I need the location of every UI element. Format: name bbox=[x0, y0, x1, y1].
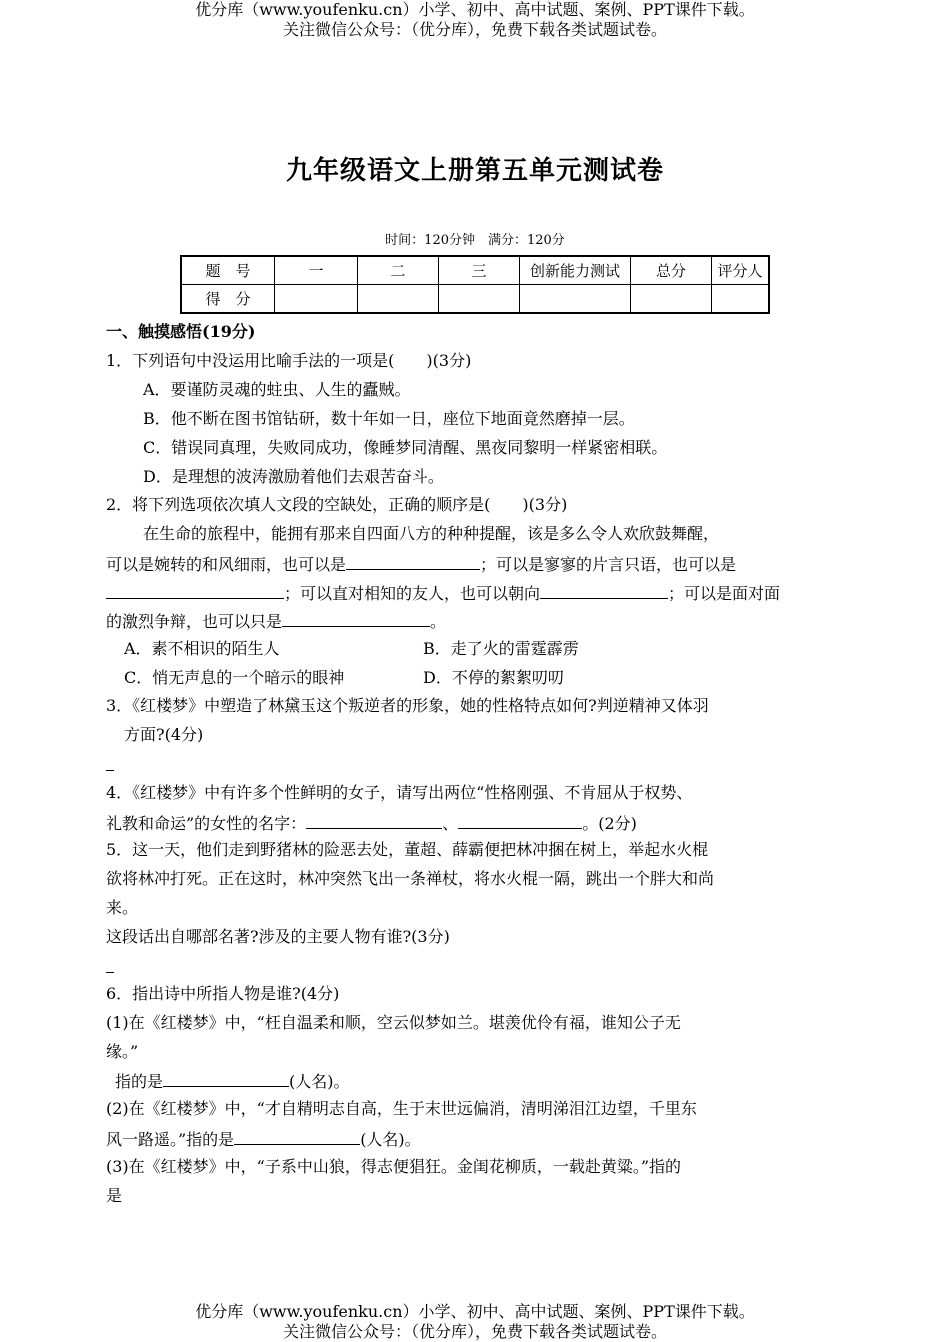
score-table-score-row bbox=[181, 285, 769, 314]
page-title: 九年级语文上册第五单元测试卷 bbox=[285, 156, 664, 186]
header-line-1: 优分库（www.youfenku.cn）小学、初中、高中试题、案例、PPT课件下载。 bbox=[195, 0, 755, 19]
header-cell: 一 bbox=[275, 256, 358, 285]
paragraph-text: 。 bbox=[430, 612, 447, 631]
question-5-line-2: 欲将林冲打死。正在这时，林冲突然飞出一条禅杖，将水火棍一隔，跳出一个胖大和尚 bbox=[106, 869, 715, 888]
paragraph-text: ；可以直对相知的友人，也可以朝向 bbox=[284, 584, 541, 603]
question-3-line-2: 方面?(4分) bbox=[124, 725, 204, 744]
question-2-paragraph-line-4 bbox=[106, 610, 446, 632]
question-1-option-c: C．错误同真理，失败同成功，像睡梦同清醒、黑夜同黎明一样紧密相联。 bbox=[143, 438, 668, 457]
question-6-part-1-line-1: (1)在《红楼梦》中，“枉自温柔和顺，空云似梦如兰。堪羡优伶有福，谁知公子无 bbox=[106, 1013, 681, 1032]
score-cell[interactable] bbox=[520, 285, 631, 314]
score-cell[interactable] bbox=[439, 285, 520, 314]
answer-line[interactable] bbox=[106, 972, 114, 973]
paragraph-text: ；可以是面对面 bbox=[668, 584, 781, 603]
question-2-option-b: B．走了火的雷霆霹雳 bbox=[423, 639, 579, 658]
question-2-stem: 2．将下列选项依次填人文段的空缺处，正确的顺序是( )(3分) bbox=[106, 495, 568, 514]
paragraph-text: 可以是婉转的和风细雨，也可以是 bbox=[106, 555, 347, 574]
score-table bbox=[180, 255, 770, 314]
question-2-paragraph-line-3 bbox=[106, 582, 780, 604]
question-text: (人名)。 bbox=[360, 1130, 421, 1149]
paragraph-text: 的激烈争辩，也可以只是 bbox=[106, 612, 283, 631]
fill-blank[interactable] bbox=[306, 812, 442, 829]
header-cell: 总分 bbox=[631, 256, 712, 285]
question-text: 、 bbox=[442, 814, 459, 833]
question-5-line-4: 这段话出自哪部名著?涉及的主要人物有谁?(3分) bbox=[106, 927, 450, 946]
question-2-option-a: A．素不相识的陌生人 bbox=[124, 639, 280, 658]
question-2-option-c: C．悄无声息的一个暗示的眼神 bbox=[124, 668, 345, 687]
fill-blank[interactable] bbox=[540, 582, 668, 599]
question-5-line-1: 5．这一天，他们走到野猪林的险恶去处，董超、薛霸便把林冲捆在树上，举起水火棍 bbox=[106, 840, 709, 859]
fill-blank[interactable] bbox=[163, 1070, 289, 1087]
answer-line[interactable] bbox=[106, 770, 114, 771]
score-cell[interactable] bbox=[358, 285, 439, 314]
footer-line-1: 优分库（www.youfenku.cn）小学、初中、高中试题、案例、PPT课件下载。 bbox=[195, 1302, 755, 1321]
fill-blank[interactable] bbox=[106, 582, 284, 599]
question-2-option-d: D．不停的絮絮叨叨 bbox=[423, 668, 564, 687]
question-4-line-1: 4．《红楼梦》中有许多个性鲜明的女子，请写出两位“性格刚强、不肯屈从于权势、 bbox=[106, 783, 693, 802]
header-cell: 二 bbox=[358, 256, 439, 285]
question-6-stem: 6．指出诗中所指人物是谁?(4分) bbox=[106, 984, 340, 1003]
fill-blank[interactable] bbox=[234, 1128, 360, 1145]
header-cell: 创新能力测试 bbox=[520, 256, 631, 285]
question-2-paragraph-line-1: 在生命的旅程中，能拥有那来自四面八方的种种提醒，该是多么令人欢欣鼓舞醒， bbox=[143, 524, 720, 543]
score-cell[interactable] bbox=[275, 285, 358, 314]
question-text: (人名)。 bbox=[289, 1072, 350, 1091]
question-6-part-2-line-2 bbox=[106, 1128, 421, 1150]
footer-line-2: 关注微信公众号：（优分库），免费下载各类试题试卷。 bbox=[282, 1322, 667, 1341]
header-cell: 题 号 bbox=[181, 256, 275, 285]
question-text: 指的是 bbox=[115, 1072, 164, 1091]
score-cell[interactable] bbox=[712, 285, 770, 314]
fill-blank[interactable] bbox=[346, 553, 480, 570]
question-text: 。(2分) bbox=[582, 814, 637, 833]
question-2-paragraph-line-2 bbox=[106, 553, 736, 575]
exam-meta: 时间：120分钟 满分：120分 bbox=[385, 233, 565, 248]
question-text: 礼教和命运”的女性的名字： bbox=[106, 814, 307, 833]
paragraph-text: ；可以是寥寥的片言只语，也可以是 bbox=[480, 555, 737, 574]
fill-blank[interactable] bbox=[282, 610, 430, 627]
header-line-2: 关注微信公众号：（优分库），免费下载各类试题试卷。 bbox=[282, 20, 667, 39]
question-3-line-1: 3．《红楼梦》中塑造了林黛玉这个叛逆者的形象，她的性格特点如何?判逆精神又体羽 bbox=[106, 696, 709, 715]
header-cell: 评分人 bbox=[712, 256, 770, 285]
question-1-option-b: B．他不断在图书馆钻研，数十年如一日，座位下地面竟然磨掉一层。 bbox=[143, 409, 635, 428]
question-1-option-d: D．是理想的波涛激励着他们去艰苦奋斗。 bbox=[143, 467, 444, 486]
fill-blank[interactable] bbox=[458, 812, 582, 829]
question-6-part-3-line-2: 是 bbox=[106, 1186, 123, 1205]
question-text: 风一路遥。”指的是 bbox=[106, 1130, 235, 1149]
score-cell[interactable] bbox=[631, 285, 712, 314]
header-cell: 三 bbox=[439, 256, 520, 285]
section-heading: 一、触摸感悟(19分) bbox=[106, 322, 256, 341]
question-6-part-2-line-1: (2)在《红楼梦》中，“才自精明志自高，生于末世远偏消，清明涕泪江边望，千里东 bbox=[106, 1099, 697, 1118]
question-1-stem: 1．下列语句中没运用比喻手法的一项是( )(3分) bbox=[106, 351, 472, 370]
question-6-part-3-line-1: (3)在《红楼梦》中，“子系中山狼，得志便猖狂。金闺花柳质，一载赴黄粱。”指的 bbox=[106, 1157, 682, 1176]
question-1-option-a: A．要谨防灵魂的蛀虫、人生的蠹贼。 bbox=[143, 380, 411, 399]
score-label-cell: 得 分 bbox=[181, 285, 275, 314]
question-5-line-3: 来。 bbox=[106, 898, 139, 917]
question-4-line-2 bbox=[106, 812, 637, 834]
question-6-part-1-line-2: 缘。” bbox=[106, 1042, 139, 1061]
score-table-header-row bbox=[181, 256, 769, 285]
question-6-part-1-line-3 bbox=[115, 1070, 350, 1092]
